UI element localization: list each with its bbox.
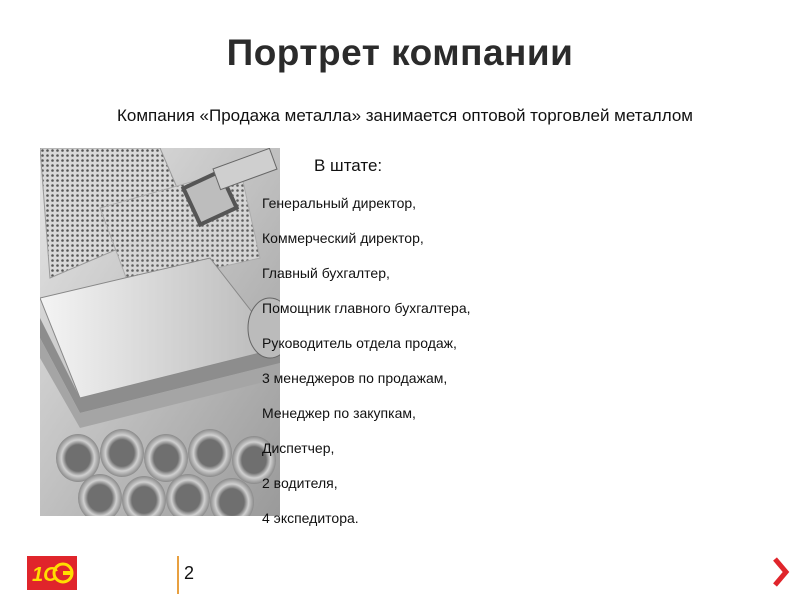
staff-list [262, 193, 471, 543]
slide-subtitle: Компания «Продажа металла» занимается оптовой торговлей металлом [117, 106, 693, 125]
list-item: 4 экспедитора. [262, 510, 359, 526]
1c-logo [27, 556, 77, 590]
list-item: 2 водителя, [262, 475, 338, 491]
metal-products-photo [40, 148, 280, 516]
staff-heading: В штате: [314, 156, 383, 175]
chevron-right-icon[interactable] [772, 556, 790, 588]
list-item: Диспетчер, [262, 440, 335, 456]
list-item: Руководитель отдела продаж, [262, 335, 457, 351]
slide-title: Портрет компании [226, 32, 574, 73]
list-item: Менеджер по закупкам, [262, 405, 416, 421]
list-item: Генеральный директор, [262, 195, 417, 211]
list-item: Главный бухгалтер, [262, 265, 390, 281]
footer-divider [177, 556, 179, 594]
svg-text:1С: 1С [32, 564, 58, 586]
list-item: Коммерческий директор, [262, 230, 424, 246]
list-item: Помощник главного бухгалтера, [262, 300, 471, 316]
list-item: 3 менеджеров по продажам, [262, 370, 448, 386]
page-number: 2 [184, 563, 195, 583]
